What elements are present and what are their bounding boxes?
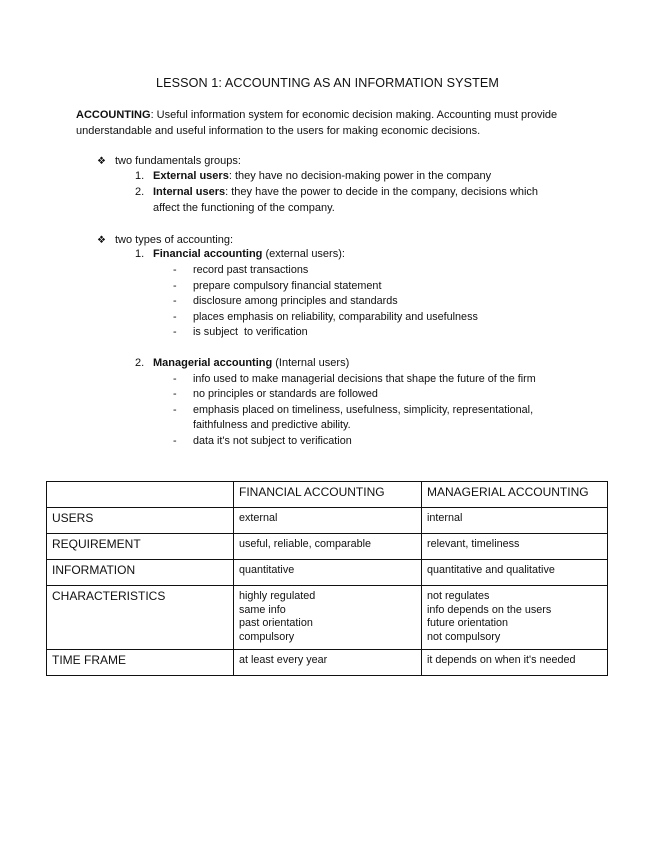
table-row — [47, 508, 608, 534]
item-number: 2. — [135, 186, 145, 198]
table-row — [47, 560, 608, 586]
diamond-bullet-icon: ❖ — [97, 156, 106, 167]
table-cell: quantitative — [234, 560, 422, 586]
lesson-title: LESSON 1: ACCOUNTING AS AN INFORMATION SYSTEM — [156, 76, 499, 90]
item-text: : they have the power to decide in the company, decisions which — [225, 186, 539, 198]
managerial-point: - info used to make managerial decisions that shape the future of the firm — [173, 373, 536, 385]
groups-heading: two fundamentals groups: — [115, 155, 241, 167]
item-note: (Internal users) — [272, 357, 350, 369]
table-cell: not regulates info depends on the users future orientation not compulsory — [422, 586, 608, 650]
managerial-point: - no principles or standards are followed — [173, 388, 378, 400]
row-label: USERS — [47, 508, 234, 534]
intro-term: ACCOUNTING — [76, 109, 151, 121]
table-cell: relevant, timeliness — [422, 534, 608, 560]
header-cell — [47, 482, 234, 508]
item-number: 1. — [135, 248, 145, 260]
item-text: : they have no decision-making power in the company — [228, 170, 492, 182]
table-row — [47, 534, 608, 560]
item-term: Internal users — [153, 186, 226, 198]
intro-text: : Useful information system for economic decision making. Accounting must provide understandable and useful information to the users for making economic decisions. — [76, 109, 558, 137]
comparison-table — [46, 481, 608, 676]
types-bullet — [97, 233, 233, 248]
intro-paragraph — [76, 107, 576, 139]
item-term: Financial accounting — [153, 248, 263, 260]
groups-bullet — [97, 154, 241, 169]
financial-heading — [135, 247, 345, 263]
item-term: External users — [153, 170, 229, 182]
table-cell: useful, reliable, comparable — [234, 534, 422, 560]
financial-point: - record past transactions — [173, 264, 309, 276]
managerial-point: - data it's not subject to verification — [173, 435, 352, 447]
table-cell: internal — [422, 508, 608, 534]
managerial-point: - emphasis placed on timeliness, usefulness, simplicity, representational, — [173, 404, 534, 416]
managerial-point-cont: faithfulness and predictive ability. — [193, 419, 351, 431]
table-cell: at least every year — [234, 650, 422, 676]
item-number: 1. — [135, 170, 145, 182]
types-heading: two types of accounting: — [115, 234, 234, 246]
table-cell: external — [234, 508, 422, 534]
row-label: INFORMATION — [47, 560, 234, 586]
table-cell: quantitative and qualitative — [422, 560, 608, 586]
row-label: CHARACTERISTICS — [47, 586, 234, 650]
financial-point: - is subject to verification — [173, 326, 308, 338]
row-label: TIME FRAME — [47, 650, 234, 676]
table-header-row — [47, 482, 608, 508]
diamond-bullet-icon: ❖ — [97, 235, 106, 246]
header-cell: FINANCIAL ACCOUNTING — [234, 482, 422, 508]
item-note: (external users): — [262, 248, 345, 260]
table-row — [47, 586, 608, 650]
table-cell: it depends on when it's needed — [422, 650, 608, 676]
financial-point: - places emphasis on reliability, comparability and usefulness — [173, 311, 478, 323]
financial-point: - disclosure among principles and standards — [173, 295, 398, 307]
item-term: Managerial accounting — [153, 357, 273, 369]
table-row — [47, 650, 608, 676]
item-number: 2. — [135, 357, 145, 369]
group-item-internal — [135, 185, 575, 216]
item-text-cont: affect the functioning of the company. — [153, 201, 335, 214]
financial-point: - prepare compulsory financial statement — [173, 280, 382, 292]
managerial-heading — [135, 356, 349, 372]
group-item-external — [135, 169, 491, 185]
row-label: REQUIREMENT — [47, 534, 234, 560]
header-cell: MANAGERIAL ACCOUNTING — [422, 482, 608, 508]
table-cell: highly regulated same info past orientation compulsory — [234, 586, 422, 650]
